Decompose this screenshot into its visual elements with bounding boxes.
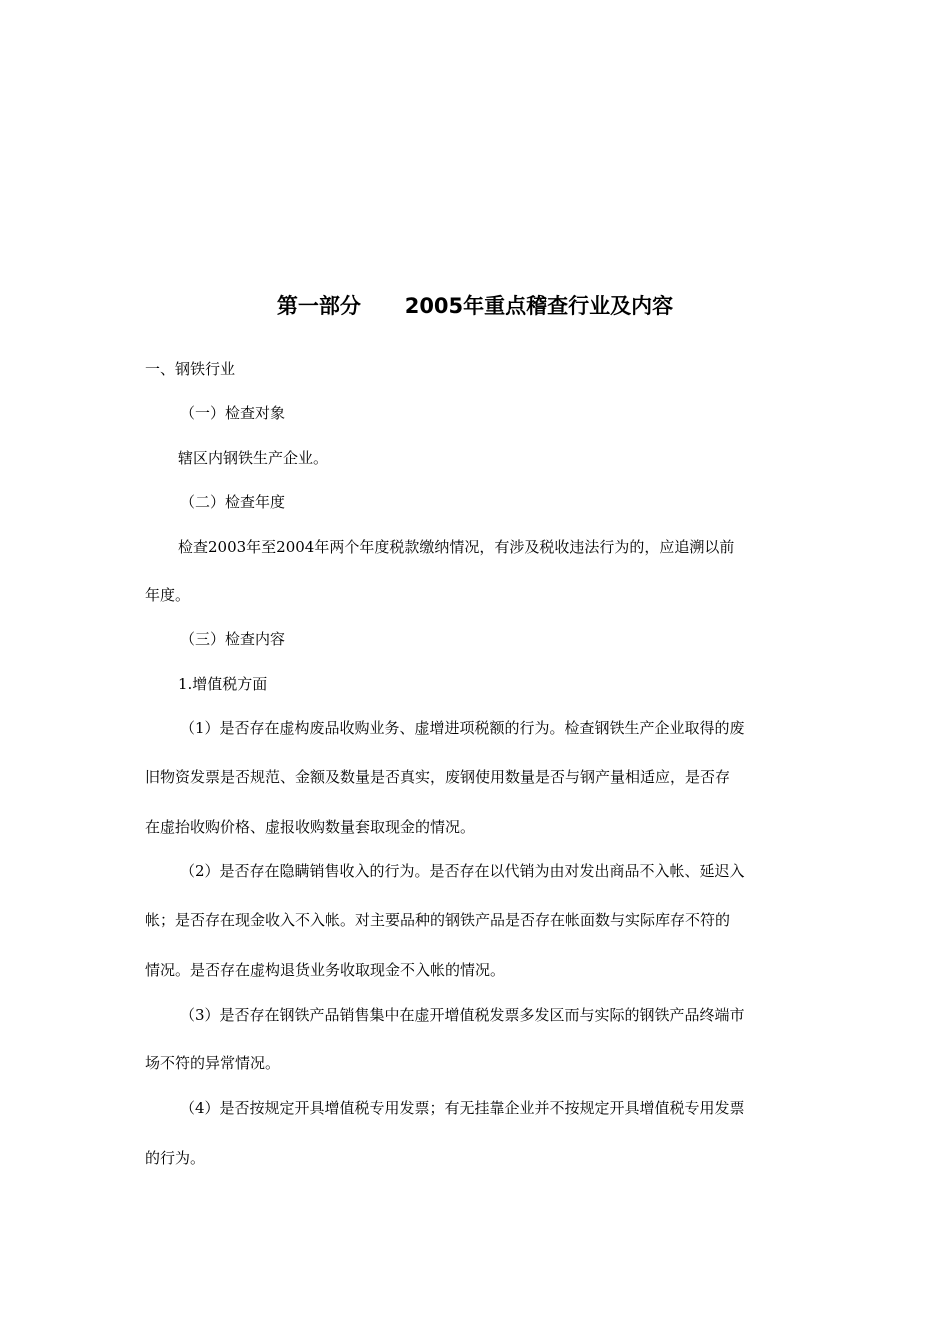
item-1-line-1: （1）是否存在虚构废品收购业务、虚增进项税额的行为。检查钢铁生产企业取得的废: [180, 719, 745, 737]
item-4-line-2: 的行为。: [145, 1149, 206, 1167]
subheading-inspection-years: （二）检查年度: [180, 493, 286, 511]
item-1-line-3: 在虚抬收购价格、虚报收购数量套取现金的情况。: [145, 818, 476, 836]
section-heading-steel-industry: 一、钢铁行业: [145, 360, 236, 378]
subheading-inspection-targets: （一）检查对象: [180, 404, 286, 422]
item-3-line-1: （3）是否存在钢铁产品销售集中在虚开增值税发票多发区而与实际的钢铁产品终端市: [180, 1006, 745, 1024]
item-3-line-2: 场不符的异常情况。: [145, 1054, 281, 1072]
item-2-line-2: 帐；是否存在现金收入不入帐。对主要品种的钢铁产品是否存在帐面数与实际库存不符的: [145, 911, 731, 929]
item-1-line-2: 旧物资发票是否规范、金额及数量是否真实，废钢使用数量是否与钢产量相适应，是否存: [145, 768, 731, 786]
subheading-vat: 1.增值税方面: [178, 675, 268, 693]
item-2-line-3: 情况。是否存在虚构退货业务收取现金不入帐的情况。: [145, 961, 506, 979]
paragraph-targets: 辖区内钢铁生产企业。: [178, 449, 329, 467]
paragraph-years-line-1: 检查2003年至2004年两个年度税款缴纳情况，有涉及税收违法行为的，应追溯以前: [178, 538, 735, 556]
subheading-inspection-content: （三）检查内容: [180, 630, 286, 648]
paragraph-years-line-2: 年度。: [145, 586, 191, 604]
page-title: 第一部分 2005年重点稽查行业及内容: [276, 294, 674, 318]
item-2-line-1: （2）是否存在隐瞒销售收入的行为。是否存在以代销为由对发出商品不入帐、延迟入: [180, 862, 745, 880]
item-4-line-1: （4）是否按规定开具增值税专用发票；有无挂靠企业并不按规定开具增值税专用发票: [180, 1099, 745, 1117]
